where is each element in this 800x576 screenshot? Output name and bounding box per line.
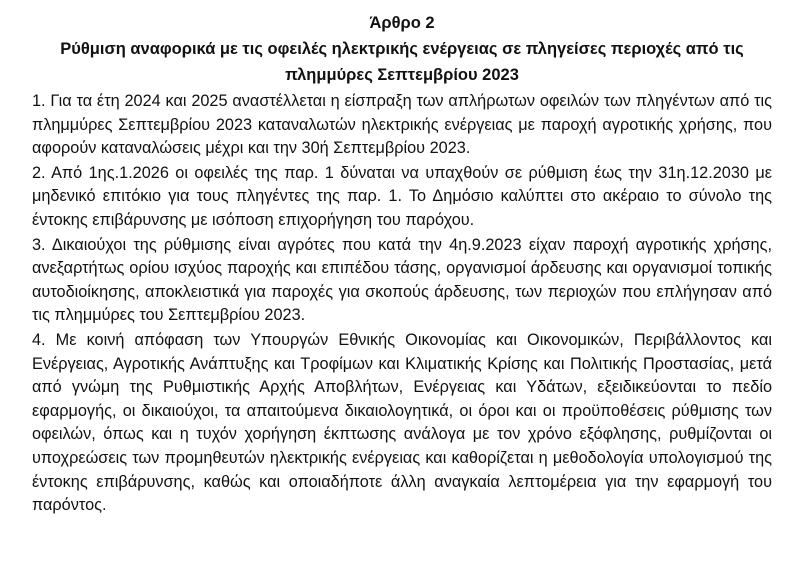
paragraph-3: 3. Δικαιούχοι της ρύθμισης είναι αγρότες που κατά την 4η.9.2023 είχαν παροχή αγροτικής χρήσης, ανεξαρτήτως ορίου ισχύος παροχής και επιπέδου τάσης, οργανισμοί άρδευσης και οργανισμοί τοπικής αυτοδιοίκησης, αποκλειστικά για παροχές για σκοπούς άρδευσης, των περιοχών που επλήγησαν από τις πλημμύρες του Σεπτεμβρίου 2023.	[32, 235, 772, 325]
paragraph-4: 4. Με κοινή απόφαση των Υπουργών Εθνικής Οικονομίας και Οικονομικών, Περιβάλλοντος και Ενέργειας, Αγροτικής Ανάπτυξης και Τροφίμων και Κλιματικής Κρίσης και Πολιτικής Προστασίας, μετά από γνώμη της Ρυθμιστικής Αρχής Αποβλήτων, Ενέργειας και Υδάτων, εξειδικεύονται το πεδίο εφαρμογής, οι δικαιούχοι, τα απαιτούμενα δικαιολογητικά, οι όροι και οι προϋποθέσεις ρύθμισης των οφειλών, όπως και η τυχόν χορήγηση έκπτωσης ανάλογα με τον χρόνο εξόφλησης, ρυθμίζονται οι υποχρεώσεις των προμηθευτών ηλεκτρικής ενέργειας και καθορίζεται η μεθοδολογία υπολογισμού της έντοκης επιβάρυνσης, καθώς και οποιαδήποτε άλλη αναγκαία λεπτομέρεια για την εφαρμογή του παρόντος.	[32, 330, 772, 515]
paragraph-1: 1. Για τα έτη 2024 και 2025 αναστέλλεται η είσπραξη των απλήρωτων οφειλών των πληγέντων από τις πλημμύρες Σεπτεμβρίου 2023 καταναλωτών ηλεκτρικής ενέργειας με παροχή αγροτικής χρήσης, που αφορούν καταναλώσεις μέχρι και την 30ή Σεπτεμβρίου 2023.	[32, 92, 772, 158]
article-title: Ρύθμιση αναφορικά με τις οφειλές ηλεκτρικής ενέργειας σε πληγείσες περιοχές από τις πλημμύρες Σεπτεμβρίου 2023	[60, 40, 744, 84]
article-heading: Άρθρο 2	[369, 14, 435, 32]
paragraph-2: 2. Από 1ης.1.2026 οι οφειλές της παρ. 1 δύναται να υπαχθούν σε ρύθμιση έως την 31η.12.2030 με μηδενικό επιτόκιο για τους πληγέντες της παρ. 1. Το Δημόσιο καλύπτει στο ακέραιο το σύνολο της έντοκης επιβάρυνσης με ισόποση επιχορήγηση του παρόχου.	[32, 163, 772, 229]
